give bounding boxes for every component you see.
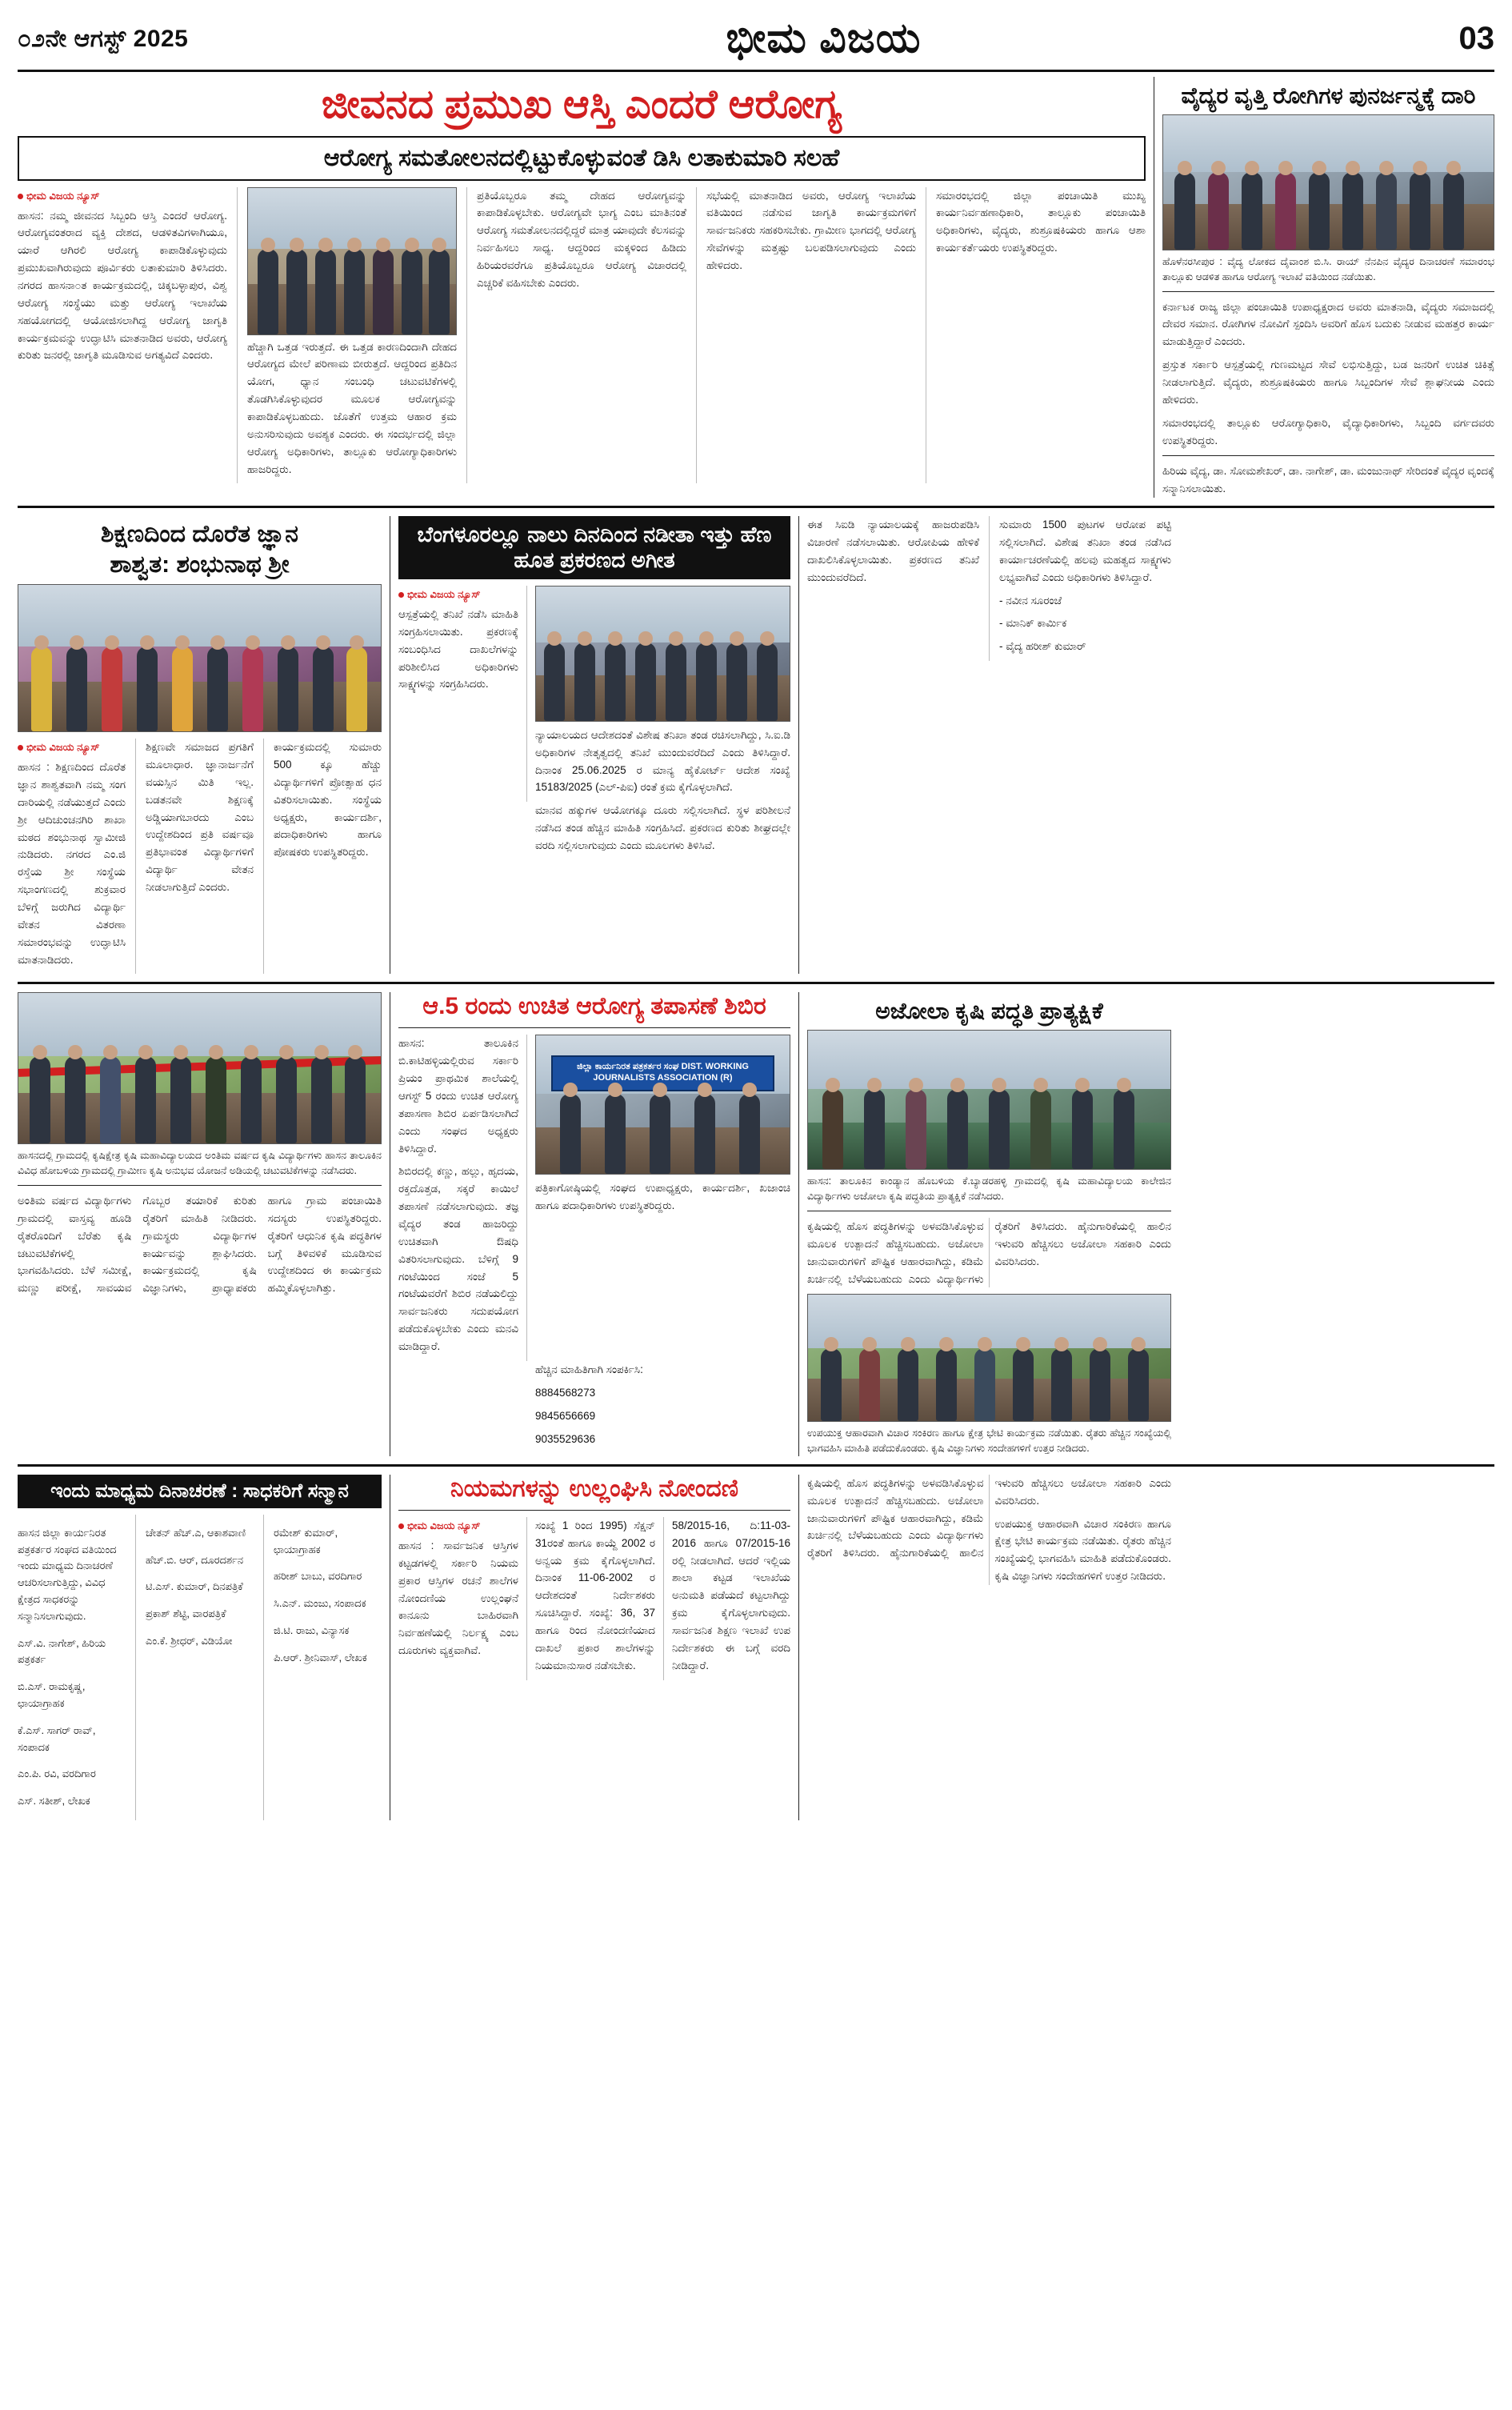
doctors-felicitation-photo: [1162, 114, 1494, 250]
sit-col-1: ಭೀಮ ವಿಜಯ ನ್ಯೂಸ್ ಆಸ್ಪತ್ರೆಯಲ್ಲಿ ತನಿಖೆ ನಡೆಸಿ ಮಾಹಿತಿ ಸಂಗ್ರಹಿಸಲಾಯಿತು. ಪ್ರಕರಣಕ್ಕೆ ಸಂಬಂಧಿಸಿದ ದಾಖಲೆಗಳನ್ನು ಪರಿಶೀಲಿಸಿದ ಅಧಿಕಾರಿಗಳು ಸಾಕ್ಷ್ಯಗಳನ್ನು ಸಂಗ್ರಹಿಸಿದರು.: [398, 586, 518, 802]
education-byline: ಭೀಮ ವಿಜಯ ನ್ಯೂಸ್: [18, 739, 100, 755]
honoree: ಬಿ.ಎಸ್. ರಾಮಕೃಷ್ಣ, ಛಾಯಾಗ್ರಾಹಕ: [18, 1680, 86, 1710]
sit-headline: ಬೆಂಗಳೂರಲ್ಲೂ ನಾಲು ದಿನದಿಂದ ನಡೀತಾ ಇತ್ತು ಹೆಣ ಹೂತ ಪ್ರಕರಣದ ಅಗೀತ: [398, 516, 790, 579]
contacts-intro: ಹೆಚ್ಚಿನ ಮಾಹಿತಿಗಾಗಿ ಸಂಪರ್ಕಿಸಿ:: [535, 1363, 643, 1375]
agri-body: ಅಂತಿಮ ವರ್ಷದ ವಿದ್ಯಾರ್ಥಿಗಳು ಗ್ರಾಮದಲ್ಲಿ ವಾಸ್ತವ್ಯ ಹೂಡಿ ರೈತರೊಂದಿಗೆ ಬೆರೆತು ಕೃಷಿ ಚಟುವಟಿಕೆಗಳಲ್ಲಿ ಭಾಗವಹಿಸಿದರು. ಬೆಳೆ ಸಮೀಕ್ಷೆ, ಮಣ್ಣು ಪರೀಕ್ಷೆ, ಸಾವಯವ ಗೊಬ್ಬರ ತಯಾರಿಕೆ ಕುರಿತು ರೈತರಿಗೆ ಮಾಹಿತಿ ನೀಡಿದರು. ಗ್ರಾಮಸ್ಥರು ವಿದ್ಯಾರ್ಥಿಗಳ ಕಾರ್ಯವನ್ನು ಶ್ಲಾಘಿಸಿದರು. ಕಾರ್ಯಕ್ರಮದಲ್ಲಿ ಕೃಷಿ ವಿಜ್ಞಾನಿಗಳು, ಪ್ರಾಧ್ಯಾಪಕರು ಹಾಗೂ ಗ್ರಾಮ ಪಂಚಾಯಿತಿ ಸದಸ್ಯರು ಉಪಸ್ಥಿತರಿದ್ದರು. ರೈತರಿಗೆ ಆಧುನಿಕ ಕೃಷಿ ಪದ್ಧತಿಗಳ ಬಗ್ಗೆ ತಿಳಿವಳಿಕೆ ಮೂಡಿಸುವ ಉದ್ದೇಶದಿಂದ ಈ ಕಾರ್ಯಕ್ರಮ ಹಮ್ಮಿಕೊಳ್ಳಲಾಗಿತ್ತು.: [18, 1194, 382, 1295]
lead-col-5: [936, 187, 1146, 484]
masthead: [18, 14, 1494, 72]
contact-2: 9845656669: [535, 1409, 596, 1422]
right-top-body2: ಪ್ರಸ್ತುತ ಸರ್ಕಾರಿ ಆಸ್ಪತ್ರೆಯಲ್ಲಿ ಗುಣಮಟ್ಟದ ಸೇವೆ ಲಭಿಸುತ್ತಿದ್ದು, ಬಡ ಜನರಿಗೆ ಉಚಿತ ಚಿಕಿತ್ಸೆ ನೀಡಲಾಗುತ್ತಿದೆ. ವೈದ್ಯರು, ಶುಶ್ರೂಷಕಿಯರು ಹಾಗೂ ಸಿಬ್ಬಂದಿಗಳ ಸೇವೆ ಶ್ಲಾಘನೀಯ ಎಂದು ಹೇಳಿದರು.: [1162, 358, 1494, 406]
sit-photo-column: ನ್ಯಾಯಾಲಯದ ಆದೇಶದಂತೆ ವಿಶೇಷ ತನಿಖಾ ತಂಡ ರಚಿಸಲಾಗಿದ್ದು, ಸಿ.ಐ.ಡಿ ಅಧಿಕಾರಿಗಳ ನೇತೃತ್ವದಲ್ಲಿ ತನಿಖೆ ಮುಂದುವರೆದಿದೆ ಎಂದು ತಿಳಿಸಿದ್ದಾರೆ. ದಿನಾಂಕ 25.06.2025 ರ ಮಾನ್ಯ ಹೈಕೋರ್ಟ್ ಆದೇಶ ಸಂಖ್ಯೆ 15183/2025 (ಎಲ್-ಪಿಐ) ರಂತೆ ಕ್ರಮ ಕೈಗೊಳ್ಳಲಾಗಿದೆ.: [535, 586, 790, 802]
lead-photo-column: [247, 187, 457, 484]
issue-date: ೦೨ನೇ ಆಗಸ್ಟ್ 2025: [18, 25, 189, 52]
registration-col-2: ಸಂಖ್ಯೆ 1 ರಿಂದ 1995) ಸೆಕ್ಷನ್ 31ರಂತೆ ಹಾಗೂ ಕಾಯ್ದೆ 2002 ರ ಅನ್ವಯ ಕ್ರಮ ಕೈಗೊಳ್ಳಲಾಗಿದೆ. ದಿನಾಂಕ 11-06-2002 ರ ಆದೇಶದಂತೆ ನಿರ್ದೇಶಕರು ಸೂಚಿಸಿದ್ದಾರೆ. ಸಂಖ್ಯೆ: 36, 37 ಹಾಗೂ ರಿಂದ ನೋಂದಣಿಯಾದ ದಾಖಲೆ ಪ್ರಕಾರ ಶಾಲೆಗಳನ್ನು ನಿಯಮಾನುಸಾರ ನಡೆಸಬೇಕು.: [535, 1519, 655, 1671]
right-top-body: [1162, 298, 1494, 450]
logo-title-left: ಭೀಮ ವಿಜಯ: [726, 15, 922, 62]
honoree: ಟಿ.ಎಸ್. ಕುಮಾರ್, ದಿನಪತ್ರಿಕೆ: [145, 1580, 243, 1593]
lead-col3-text: ಪ್ರತಿಯೊಬ್ಬರೂ ತಮ್ಮ ದೇಹದ ಆರೋಗ್ಯವನ್ನು ಕಾಪಾಡಿಕೊಳ್ಳಬೇಕು. ಆರೋಗ್ಯವೇ ಭಾಗ್ಯ ಎಂಬ ಮಾತಿನಂತೆ ಆರೋಗ್ಯ ಸಮತೋಲನದಲ್ಲಿದ್ದರೆ ಮಾತ್ರ ಯಾವುದೇ ಕೆಲಸವನ್ನು ನಿರ್ವಹಿಸಲು ಸಾಧ್ಯ. ಆದ್ದರಿಂದ ಮಕ್ಕಳಿಂದ ಹಿಡಿದು ಹಿರಿಯರವರೆಗೂ ಪ್ರತಿಯೊಬ್ಬರೂ ಆರೋಗ್ಯ ವಿಚಾರದಲ್ಲಿ ಎಚ್ಚರಿಕೆ ವಹಿಸಬೇಕು ಎಂದರು.: [477, 189, 686, 289]
lead-col-4: [706, 187, 916, 484]
right-top-story: [1162, 77, 1494, 498]
lead-byline: ಭೀಮ ವಿಜಯ ನ್ಯೂಸ್: [18, 187, 100, 204]
right-top-body3: ಸಮಾರಂಭದಲ್ಲಿ ತಾಲ್ಲೂಕು ಆರೋಗ್ಯಾಧಿಕಾರಿ, ವೈದ್ಯಾಧಿಕಾರಿಗಳು, ಸಿಬ್ಬಂದಿ ವರ್ಗದವರು ಉಪಸ್ಥಿತರಿದ್ದರು.: [1162, 416, 1494, 446]
azolla-body: ಕೃಷಿಯಲ್ಲಿ ಹೊಸ ಪದ್ಧತಿಗಳನ್ನು ಅಳವಡಿಸಿಕೊಳ್ಳುವ ಮೂಲಕ ಉತ್ಪಾದನೆ ಹೆಚ್ಚಿಸಬಹುದು. ಅಜೋಲಾ ಜಾನುವಾರುಗಳಿಗೆ ಪೌಷ್ಟಿಕ ಆಹಾರವಾಗಿದ್ದು, ಕಡಿಮೆ ಖರ್ಚಿನಲ್ಲಿ ಬೆಳೆಯಬಹುದು ಎಂದು ವಿದ್ಯಾರ್ಥಿಗಳು ರೈತರಿಗೆ ತಿಳಿಸಿದರು. ಹೈನುಗಾರಿಕೆಯಲ್ಲಿ ಹಾಲಿನ ಇಳುವರಿ ಹೆಚ್ಚಿಸಲು ಅಜೋಲಾ ಸಹಕಾರಿ ಎಂದು ವಿವರಿಸಿದರು.: [807, 1219, 1171, 1285]
right-top-body1: ಕರ್ನಾಟಕ ರಾಜ್ಯ ಜಿಲ್ಲಾ ಪಂಚಾಯಿತಿ ಉಪಾಧ್ಯಕ್ಷರಾದ ಅವರು ಮಾತನಾಡಿ, ವೈದ್ಯರು ಸಮಾಜದಲ್ಲಿ ದೇವರ ಸಮಾನ. ರೋಗಿಗಳ ನೋವಿಗೆ ಸ್ಪಂದಿಸಿ ಅವರಿಗೆ ಹೊಸ ಬದುಕು ನೀಡುವ ಮಹತ್ತರ ಕಾರ್ಯ ಮಾಡುತ್ತಿದ್ದಾರೆ ಎಂದರು.: [1162, 300, 1494, 348]
lead-col2-text: ಹೆಚ್ಚಾಗಿ ಒತ್ತಡ ಇರುತ್ತದೆ. ಈ ಒತ್ತಡ ಕಾರಣದಿಂದಾಗಿ ದೇಹದ ಆರೋಗ್ಯದ ಮೇಲೆ ಪರಿಣಾಮ ಬೀರುತ್ತದೆ. ಆದ್ದರಿಂದ ಪ್ರತಿದಿನ ಯೋಗ, ಧ್ಯಾನ ಸಂಬಂಧಿ ಚಟುವಟಿಕೆಗಳಲ್ಲಿ ತೊಡಗಿಸಿಕೊಳ್ಳುವುದರ ಮೂಲಕ ಆರೋಗ್ಯವನ್ನು ಕಾಪಾಡಿಕೊಳ್ಳಬಹುದು. ಜೊತೆಗೆ ಉತ್ತಮ ಆಹಾರ ಕ್ರಮ ಅನುಸರಿಸುವುದು ಅವಶ್ಯಕ ಎಂದರು. ಈ ಸಂದರ್ಭದಲ್ಲಿ ಜಿಲ್ಲಾ ಆರೋಗ್ಯ ಅಧಿಕಾರಿಗಳು, ತಾಲ್ಲೂಕು ಆರೋಗ್ಯಾಧಿಕಾರಿಗಳು ಹಾಜರಿದ್ದರು.: [247, 340, 457, 475]
honoree: ಪ್ರಕಾಶ್ ಶೆಟ್ಟಿ, ವಾರಪತ್ರಿಕೆ: [145, 1607, 226, 1620]
lead-col-1: [18, 187, 227, 484]
sit-investigation-story: [398, 516, 790, 974]
registration-col-3: 58/2015-16, ದಿ:11-03-2016 ಹಾಗೂ 07/2015-16 ರಲ್ಲಿ ನೀಡಲಾಗಿದೆ. ಆದರೆ ಇಲ್ಲಿಯ ಶಾಲಾ ಕಟ್ಟಡ ಇಲಾಖೆಯ ಅನುಮತಿ ಪಡೆಯದೆ ಕಟ್ಟಲಾಗಿದ್ದು ಕ್ರಮ ಕೈಗೊಳ್ಳಲಾಗುವುದು. ಸಾರ್ವಜನಿಕ ಶಿಕ್ಷಣ ಇಲಾಖೆ ಉಪ ನಿರ್ದೇಶಕರು ಈ ಬಗ್ಗೆ ವರದಿ ನೀಡಿದ್ದಾರೆ.: [672, 1519, 790, 1671]
azolla-caption-2: ಉಪಯುಕ್ತ ಆಹಾರವಾಗಿ ವಿಚಾರ ಸಂಕಿರಣ ಹಾಗೂ ಕ್ಷೇತ್ರ ಭೇಟಿ ಕಾರ್ಯಕ್ರಮ ನಡೆಯಿತು. ರೈತರು ಹೆಚ್ಚಿನ ಸಂಖ್ಯೆಯಲ್ಲಿ ಭಾಗವಹಿಸಿ ಮಾಹಿತಿ ಪಡೆದುಕೊಂಡರು. ಕೃಷಿ ವಿಜ್ಞಾನಿಗಳು ಸಂದೇಹಗಳಿಗೆ ಉತ್ತರ ನೀಡಿದರು.: [807, 1427, 1171, 1455]
lead-story: [18, 77, 1146, 498]
ribbon-cutting-inauguration-photo: [18, 992, 382, 1144]
contact-3: 9035529636: [535, 1432, 596, 1445]
media-day-col-1: ಹಾಸನ ಜಿಲ್ಲಾ ಕಾರ್ಯನಿರತ ಪತ್ರಕರ್ತರ ಸಂಘದ ವತಿಯಿಂದ ಇಂದು ಮಾಧ್ಯಮ ದಿನಾಚರಣೆ ಆಚರಿಸಲಾಗುತ್ತಿದ್ದು, ವಿವಿಧ ಕ್ಷೇತ್ರದ ಸಾಧಕರನ್ನು ಸನ್ಮಾನಿಸಲಾಗುವುದು. ಎಸ್.ವಿ. ನಾಗೇಶ್, ಹಿರಿಯ ಪತ್ರಕರ್ತ ಬಿ.ಎಸ್. ರಾಮಕೃಷ್ಣ, ಛಾಯಾಗ್ರಾಹಕ ಕೆ.ಎಸ್. ಸಾಗರ್ ರಾವ್, ಸಂಪಾದಕ ಎಂ.ಪಿ. ರವಿ, ವರದಿಗಾರ ಎಸ್. ಸತೀಶ್, ಲೇಖಕ: [18, 1515, 126, 1820]
right-top-caption: ಹೊಳೆನರಸೀಪುರ : ವೈದ್ಯ ಲೋಕದ ದೈವಾಂಶ ಬಿ.ಸಿ. ರಾಯ್ ನೆನಪಿನ ವೈದ್ಯರ ದಿನಾಚರಣೆ ಸಮಾರಂಭ ತಾಲ್ಲೂಕು ಆಡಳಿತ ಹಾಗೂ ಆರೋಗ್ಯ ಇಲಾಖೆ ವತಿಯಿಂದ ನಡೆಯಿತು.: [1162, 256, 1494, 282]
honoree: ಚೇತನ್ ಹೆಚ್.ಎ, ಆಕಾಶವಾಣಿ: [145, 1526, 246, 1539]
azolla-story: [807, 992, 1171, 1455]
honoree: ಎಸ್.ವಿ. ನಾಗೇಶ್, ಹಿರಿಯ ಪತ್ರಕರ್ತ: [18, 1636, 106, 1666]
health-camp-contacts: [535, 1361, 790, 1453]
registration-byline: ಭೀಮ ವಿಜಯ ನ್ಯೂಸ್: [398, 1517, 481, 1534]
education-headline-line1: ಶಿಕ್ಷಣದಿಂದ ದೊರೆತ ಜ್ಞಾನ: [101, 521, 298, 548]
lead-col-3: [477, 187, 686, 484]
education-col-1: ಭೀಮ ವಿಜಯ ನ್ಯೂಸ್ ಹಾಸನ : ಶಿಕ್ಷಣದಿಂದ ದೊರೆತ ಜ್ಞಾನ ಶಾಶ್ವತವಾಗಿ ನಮ್ಮ ಸಂಗ ದಾರಿಯಲ್ಲಿ ನಡೆಯುತ್ತದೆ ಎಂದು ಶ್ರೀ ಆದಿಚುಂಚನಗಿರಿ ಶಾಖಾ ಮಠದ ಶಂಭುನಾಥ ಸ್ವಾಮೀಜಿ ನುಡಿದರು. ನಗರದ ಎಂ.ಜಿ ರಸ್ತೆಯ ಶ್ರೀ ಸಂಸ್ಥೆಯ ಸಭಾಂಗಣದಲ್ಲಿ ಶುಕ್ರವಾರ ಬೆಳಿಗ್ಗೆ ಜರುಗಿದ ವಿದ್ಯಾರ್ಥಿ ವೇತನ ವಿತರಣಾ ಸಮಾರಂಭವನ್ನು ಉದ್ಘಾಟಿಸಿ ಮಾತನಾಡಿದರು.: [18, 739, 126, 974]
right-top-headline: ವೈದ್ಯರ ವೃತ್ತಿ ರೋಗಿಗಳ ಪುನರ್ಜನ್ಮಕ್ಕೆ ದಾರಿ: [1181, 83, 1476, 108]
azolla-continuation: [807, 1475, 1171, 1820]
sit-credit-2: - ಮಾನಿಕ್ ಕಾರ್ಮಿಕ: [999, 617, 1067, 630]
press-meet-banner-text: ಜಿಲ್ಲಾ ಕಾರ್ಯನಿರತ ಪತ್ರಕರ್ತರ ಸಂಘ DIST. WORKING JOURNALISTS ASSOCIATION (R): [551, 1055, 774, 1091]
newspaper-logo: [726, 14, 921, 63]
farmers-group-training-photo: [807, 1294, 1171, 1422]
education-headline-line2: ಶಾಶ್ವತ: ಶಂಭುನಾಥ ಶ್ರೀ: [110, 550, 290, 578]
sit-cont-col-2: ಸುಮಾರು 1500 ಪುಟಗಳ ಆರೋಪ ಪಟ್ಟಿ ಸಲ್ಲಿಸಲಾಗಿದೆ. ವಿಶೇಷ ತನಿಖಾ ತಂಡ ನಡೆಸಿದ ಕಾರ್ಯಾಚರಣೆಯಲ್ಲಿ ಹಲವು ಮಹತ್ವದ ಸಾಕ್ಷ್ಯಗಳು ಲಭ್ಯವಾಗಿವೆ ಎಂದು ಅಧಿಕಾರಿಗಳು ತಿಳಿಸಿದ್ದಾರೆ. - ನವೀನ ಸೂರಂಜೆ - ಮಾನಿಕ್ ಕಾರ್ಮಿಕ - ವೈದ್ಯ ಹರೀಶ್ ಕುಮಾರ್: [999, 516, 1171, 661]
honoree: ರಮೇಶ್ ಕುಮಾರ್, ಛಾಯಾಗ್ರಾಹಕ: [273, 1526, 338, 1555]
lead-sub-headline: ಆರೋಗ್ಯ ಸಮತೋಲನದಲ್ಲಿಟ್ಟುಕೊಳ್ಳುವಂತೆ ಡಿಸಿ ಲತಾಕುಮಾರಿ ಸಲಹೆ: [18, 136, 1146, 181]
azolla-cont-body: ಕೃಷಿಯಲ್ಲಿ ಹೊಸ ಪದ್ಧತಿಗಳನ್ನು ಅಳವಡಿಸಿಕೊಳ್ಳುವ ಮೂಲಕ ಉತ್ಪಾದನೆ ಹೆಚ್ಚಿಸಬಹುದು. ಅಜೋಲಾ ಜಾನುವಾರುಗಳಿಗೆ ಪೌಷ್ಟಿಕ ಆಹಾರವಾಗಿದ್ದು, ಕಡಿಮೆ ಖರ್ಚಿನಲ್ಲಿ ಬೆಳೆಯಬಹುದು ಎಂದು ವಿದ್ಯಾರ್ಥಿಗಳು ರೈತರಿಗೆ ತಿಳಿಸಿದರು. ಹೈನುಗಾರಿಕೆಯಲ್ಲಿ ಹಾಲಿನ ಇಳುವರಿ ಹೆಚ್ಚಿಸಲು ಅಜೋಲಾ ಸಹಕಾರಿ ಎಂದು ವಿವರಿಸಿದರು. ಉಪಯುಕ್ತ ಆಹಾರವಾಗಿ ವಿಚಾರ ಸಂಕಿರಣ ಹಾಗೂ ಕ್ಷೇತ್ರ ಭೇಟಿ ಕಾರ್ಯಕ್ರಮ ನಡೆಯಿತು. ರೈತರು ಹೆಚ್ಚಿನ ಸಂಖ್ಯೆಯಲ್ಲಿ ಭಾಗವಹಿಸಿ ಮಾಹಿತಿ ಪಡೆದುಕೊಂಡರು. ಕೃಷಿ ವಿಜ್ಞಾನಿಗಳು ಸಂದೇಹಗಳಿಗೆ ಉತ್ತರ ನೀಡಿದರು.: [807, 1476, 1171, 1583]
lead-col1-text: ಹಾಸನ: ನಮ್ಮ ಜೀವನದ ಸಿಬ್ಬಂದಿ ಆಸ್ತಿ ಎಂದರೆ ಆರೋಗ್ಯ. ಆರೋಗ್ಯವಂತರಾದ ವ್ಯಕ್ತಿ ದೇಶದ, ಆಡಳಿತವಿಗಳಾಗಿಯೂ, ಯಾರೆ ಆಗಿರಲಿ ಆರೋಗ್ಯ ಕಾಪಾಡಿಕೊಳ್ಳುವುದು ಪ್ರಮುಖವಾಗಿರುವುದು ಪೂರ್ವಿಕರು ಲತಾಕುಮಾರಿ ತಿಳಿಸಿದರು. ನಗರದ ಹಾಸನಾ೦ತ ಕಾರ್ಯಕ್ರಮದಲ್ಲಿ, ಚಿಕ್ಕಬಳ್ಳಾಪುರ, ವಿಶ್ವ ಆರೋಗ್ಯ ಸಂಸ್ಥೆಯು ಮತ್ತು ಆರೋಗ್ಯ ಇಲಾಖೆಯ ಸಹಯೋಗದಲ್ಲಿ ಆಯೋಜಿಸಲಾಗಿದ್ದ ಆರೋಗ್ಯ ಜಾಗೃತಿ ಕಾರ್ಯಕ್ರಮವನ್ನು ಉದ್ಘಾಟಿಸಿ ಮಾತನಾಡಿದ ಅವರು, ಆರೋಗ್ಯ ಕುರಿತು ಜನರಲ್ಲಿ ಜಾಗೃತಿ ಮೂಡಿಸುವ ಅಗತ್ಯವಿದೆ ಎಂದರು.: [18, 209, 227, 362]
lead-col5-text: ಸಮಾರಂಭದಲ್ಲಿ ಜಿಲ್ಲಾ ಪಂಚಾಯಿತಿ ಮುಖ್ಯ ಕಾರ್ಯನಿರ್ವಹಣಾಧಿಕಾರಿ, ತಾಲ್ಲೂಕು ಪಂಚಾಯಿತಿ ಅಧಿಕಾರಿಗಳು, ವೈದ್ಯರು, ಶುಶ್ರೂಷಕಿಯರು ಹಾಗೂ ಆಶಾ ಕಾರ್ಯಕರ್ತೆಯರು ಉಪಸ್ಥಿತರಿದ್ದರು.: [936, 189, 1146, 254]
registration-violation-story: [398, 1475, 790, 1820]
right-top-credit: ಹಿರಿಯ ವೈದ್ಯ, ಡಾ. ಸೋಮಶೇಖರ್, ಡಾ. ನಾಗೇಶ್, ಡಾ. ಮಂಜುನಾಥ್ ಸೇರಿದಂತೆ ವೈದ್ಯರ ವೃಂದಕ್ಕೆ ಸನ್ಮಾನಿಸಲಾಯಿತು.: [1162, 465, 1494, 495]
registration-col-1: ಭೀಮ ವಿಜಯ ನ್ಯೂಸ್ ಹಾಸನ : ಸಾರ್ವಜನಿಕ ಆಸ್ತಿಗಳ ಕಟ್ಟಡಗಳಲ್ಲಿ ಸರ್ಕಾರಿ ನಿಯಮ ಪ್ರಕಾರ ಆಸ್ತಿಗಳ ರಚನೆ ಶಾಲೆಗಳ ನೋಂದಣಿಯ ಉಲ್ಲಂಘನೆ ಕಾನೂನು ಬಾಹಿರವಾಗಿ ನಿರ್ವಹಣೆಯಲ್ಲಿ ನಿರ್ಲಕ್ಷ್ಯ ಎಂಬ ದೂರುಗಳು ವ್ಯಕ್ತವಾಗಿವೆ.: [398, 1517, 518, 1680]
honoree: ಸಿ.ಎನ್. ಮಂಜು, ಸಂಪಾದಕ: [273, 1597, 366, 1610]
media-day-story: [18, 1475, 382, 1820]
honoree: ಕೆ.ಎಸ್. ಸಾಗರ್ ರಾವ್, ಸಂಪಾದಕ: [18, 1723, 96, 1753]
honoree: ಎಂ.ಕೆ. ಶ್ರೀಧರ್, ವಿಡಿಯೋ: [145, 1635, 233, 1647]
honoree: ಹರೀಶ್ ಬಾಬು, ವರದಿಗಾರ: [273, 1570, 362, 1583]
honoree: ಎಸ್. ಸತೀಶ್, ಲೇಖಕ: [18, 1795, 90, 1808]
sit-credit-1: - ನವೀನ ಸೂರಂಜೆ: [999, 594, 1062, 607]
health-camp-photo-column: ಜಿಲ್ಲಾ ಕಾರ್ಯನಿರತ ಪತ್ರಕರ್ತರ ಸಂಘ DIST. WORKING JOURNALISTS ASSOCIATION (R) ಪತ್ರಿಕಾಗೋಷ್ಠಿಯಲ್ಲಿ ಸಂಘದ ಉಪಾಧ್ಯಕ್ಷರು, ಕಾರ್ಯದರ್ಶಿ, ಖಜಾಂಚಿ ಹಾಗೂ ಪದಾಧಿಕಾರಿಗಳು ಉಪಸ್ಥಿತರಿದ್ದರು.: [535, 1035, 790, 1360]
media-day-col-2: [146, 1515, 254, 1820]
sit-credit-3: - ವೈದ್ಯ ಹರೀಶ್ ಕುಮಾರ್: [999, 640, 1086, 653]
swamiji-felicitation-photo: [18, 584, 382, 732]
azolla-demonstration-photo: [807, 1030, 1171, 1170]
health-camp-story: [398, 992, 790, 1455]
sit-continuation: [807, 516, 1171, 974]
sit-cont-col-1: ಈತ ಸಿಐಡಿ ನ್ಯಾಯಾಲಯಕ್ಕೆ ಹಾಜರುಪಡಿಸಿ ವಿಚಾರಣೆ ನಡೆಸಲಾಯಿತು. ಆರೋಪಿಯ ಹೇಳಿಕೆ ದಾಖಲಿಸಿಕೊಳ್ಳಲಾಯಿತು. ಪ್ರಕರಣದ ತನಿಖೆ ಮುಂದುವರೆದಿದೆ.: [807, 518, 979, 583]
health-camp-col-1: ಹಾಸನ: ತಾಲೂಕಿನ ಬಿ.ಕಾಟಿಹಳ್ಳಿಯಲ್ಲಿರುವ ಸರ್ಕಾರಿ ಪ್ರಿಯಂ ಪ್ರಾಥಮಿಕ ಶಾಲೆಯಲ್ಲಿ ಆಗಸ್ಟ್ 5 ರಂದು ಉಚಿತ ಆರೋಗ್ಯ ತಪಾಸಣಾ ಶಿಬಿರ ಏರ್ಪಡಿಸಲಾಗಿದೆ ಎಂದು ಸಂಘದ ಅಧ್ಯಕ್ಷರು ತಿಳಿಸಿದ್ದಾರೆ. ಶಿಬಿರದಲ್ಲಿ ಕಣ್ಣು, ಹಲ್ಲು, ಹೃದಯ, ರಕ್ತದೊತ್ತಡ, ಸಕ್ಕರೆ ಕಾಯಿಲೆ ತಪಾಸಣೆ ನಡೆಸಲಾಗುವುದು. ತಜ್ಞ ವೈದ್ಯರ ತಂಡ ಹಾಜರಿದ್ದು ಉಚಿತವಾಗಿ ಔಷಧಿ ವಿತರಿಸಲಾಗುವುದು. ಬೆಳಿಗ್ಗೆ 9 ಗಂಟೆಯಿಂದ ಸಂಜೆ 5 ಗಂಟೆಯವರೆಗೆ ಶಿಬಿರ ನಡೆಯಲಿದ್ದು ಸಾರ್ವಜನಿಕರು ಸದುಪಯೋಗ ಪಡೆದುಕೊಳ್ಳಬೇಕು ಎಂದು ಮನವಿ ಮಾಡಿದ್ದಾರೆ.: [398, 1037, 518, 1353]
registration-headline: ನಿಯಮಗಳನ್ನು ಉಲ್ಲಂಘಿಸಿ ನೋಂದಣಿ: [450, 1475, 738, 1502]
media-day-col-3: [274, 1515, 382, 1820]
sit-byline: ಭೀಮ ವಿಜಯ ನ್ಯೂಸ್: [398, 586, 481, 602]
page-number: 03: [1458, 21, 1494, 56]
azolla-caption: ಹಾಸನ: ತಾಲೂಕಿನ ಕಾಂಡ್ಯಾನ ಹೊಬಳಿಯ ಕೆ.ಬ್ಯಾಡರಹಳ್ಳಿ ಗ್ರಾಮದಲ್ಲಿ ಕೃಷಿ ಮಹಾವಿದ್ಯಾಲಯ ಕಾಲೇಜಿನ ವಿದ್ಯಾರ್ಥಿಗಳು ಅಜೋಲಾ ಕೃಷಿ ಪದ್ಧತಿಯ ಪ್ರಾತ್ಯಕ್ಷಿಕೆ ನಡೆಸಿದರು.: [807, 1175, 1171, 1203]
dc-health-meeting-photo: [247, 187, 457, 335]
azolla-headline: ಅಜೋಲಾ ಕೃಷಿ ಪದ್ಧತಿ ಪ್ರಾತ್ಯಕ್ಷಿಕೆ: [875, 999, 1103, 1024]
press-meet-podium-photo: [535, 1035, 790, 1175]
honoree: ಪಿ.ಆರ್. ಶ್ರೀನಿವಾಸ್, ಲೇಖಕ: [273, 1651, 367, 1663]
lead-col4-text: ಸಭೆಯಲ್ಲಿ ಮಾತನಾಡಿದ ಅವರು, ಆರೋಗ್ಯ ಇಲಾಖೆಯ ವತಿಯಿಂದ ನಡೆಸುವ ಜಾಗೃತಿ ಕಾರ್ಯಕ್ರಮಗಳಿಗೆ ಸಾರ್ವಜನಿಕರು ಸಹಕರಿಸಬೇಕು. ಗ್ರಾಮೀಣ ಭಾಗದಲ್ಲಿ ಆರೋಗ್ಯ ಸೇವೆಗಳನ್ನು ಮತ್ತಷ್ಟು ಬಲಪಡಿಸಲಾಗುವುದು ಎಂದು ಹೇಳಿದರು.: [706, 189, 916, 271]
education-col-2: ಶಿಕ್ಷಣವೇ ಸಮಾಜದ ಪ್ರಗತಿಗೆ ಮೂಲಾಧಾರ. ಜ್ಞಾನಾರ್ಜನೆಗೆ ವಯಸ್ಸಿನ ಮಿತಿ ಇಲ್ಲ. ಬಡತನವೇ ಶಿಕ್ಷಣಕ್ಕೆ ಅಡ್ಡಿಯಾಗಬಾರದು ಎಂಬ ಉದ್ದೇಶದಿಂದ ಪ್ರತಿ ವರ್ಷವೂ ಪ್ರತಿಭಾವಂತ ವಿದ್ಯಾರ್ಥಿಗಳಿಗೆ ವಿದ್ಯಾರ್ಥಿ ವೇತನ ನೀಡಲಾಗುತ್ತಿದೆ ಎಂದರು.: [145, 741, 254, 893]
health-camp-headline: ಆ.5 ರಂದು ಉಚಿತ ಆರೋಗ್ಯ ತಪಾಸಣೆ ಶಿಬಿರ: [422, 993, 766, 1020]
honoree: ಹೆಚ್.ಬಿ. ಆರ್, ದೂರದರ್ಶನ: [145, 1553, 244, 1566]
education-story: [18, 516, 382, 974]
lead-banner-headline: ಜೀವನದ ಪ್ರಮುಖ ಆಸ್ತಿ ಎಂದರೆ ಆರೋಗ್ಯ: [321, 82, 842, 126]
education-col-3: ಕಾರ್ಯಕ್ರಮದಲ್ಲಿ ಸುಮಾರು 500 ಕ್ಕೂ ಹೆಚ್ಚು ವಿದ್ಯಾರ್ಥಿಗಳಿಗೆ ಪ್ರೋತ್ಸಾಹ ಧನ ವಿತರಿಸಲಾಯಿತು. ಸಂಸ್ಥೆಯ ಅಧ್ಯಕ್ಷರು, ಕಾರ್ಯದರ್ಶಿ, ಪದಾಧಿಕಾರಿಗಳು ಹಾಗೂ ಪೋಷಕರು ಉಪಸ್ಥಿತರಿದ್ದರು.: [273, 741, 382, 859]
contact-1: 8884568273: [535, 1386, 596, 1399]
honoree: ಎಂ.ಪಿ. ರವಿ, ವರದಿಗಾರ: [18, 1767, 96, 1780]
agri-caption: ಹಾಸನದಲ್ಲಿ ಗ್ರಾಮದಲ್ಲಿ ಕೃಷಿಕ್ಷೇತ್ರ ಕೃಷಿ ಮಹಾವಿದ್ಯಾಲಯದ ಅಂತಿಮ ವರ್ಷದ ಕೃಷಿ ವಿದ್ಯಾರ್ಥಿಗಳು ಹಾಸನ ತಾಲೂಕಿನ ವಿವಿಧ ಹೋಬಳಿಯ ಗ್ರಾಮದಲ್ಲಿ ಗ್ರಾಮೀಣ ಕೃಷಿ ಅನುಭವ ಯೋಜನೆ ಅಡಿಯಲ್ಲಿ ಚಟುವಟಿಕೆಗಳನ್ನು ನಡೆಸಿದರು.: [18, 1150, 382, 1177]
sit-officials-group-photo: [535, 586, 790, 722]
honoree: ಜಿ.ಟಿ. ರಾಜು, ವಿನ್ಯಾಸಕ: [273, 1624, 350, 1637]
agri-village-story: [18, 992, 382, 1455]
sit-col-3: ಮಾನವ ಹಕ್ಕುಗಳ ಆಯೋಗಕ್ಕೂ ದೂರು ಸಲ್ಲಿಸಲಾಗಿದೆ. ಸ್ಥಳ ಪರಿಶೀಲನೆ ನಡೆಸಿದ ತಂಡ ಹೆಚ್ಚಿನ ಮಾಹಿತಿ ಸಂಗ್ರಹಿಸಿದೆ. ಪ್ರಕರಣದ ಕುರಿತು ಶೀಘ್ರದಲ್ಲೇ ವರದಿ ಸಲ್ಲಿಸಲಾಗುವುದು ಎಂದು ಮೂಲಗಳು ತಿಳಿಸಿವೆ.: [535, 804, 790, 852]
media-day-headline: ಇಂದು ಮಾಧ್ಯಮ ದಿನಾಚರಣೆ : ಸಾಧಕರಿಗೆ ಸನ್ಮಾನ: [18, 1475, 382, 1508]
